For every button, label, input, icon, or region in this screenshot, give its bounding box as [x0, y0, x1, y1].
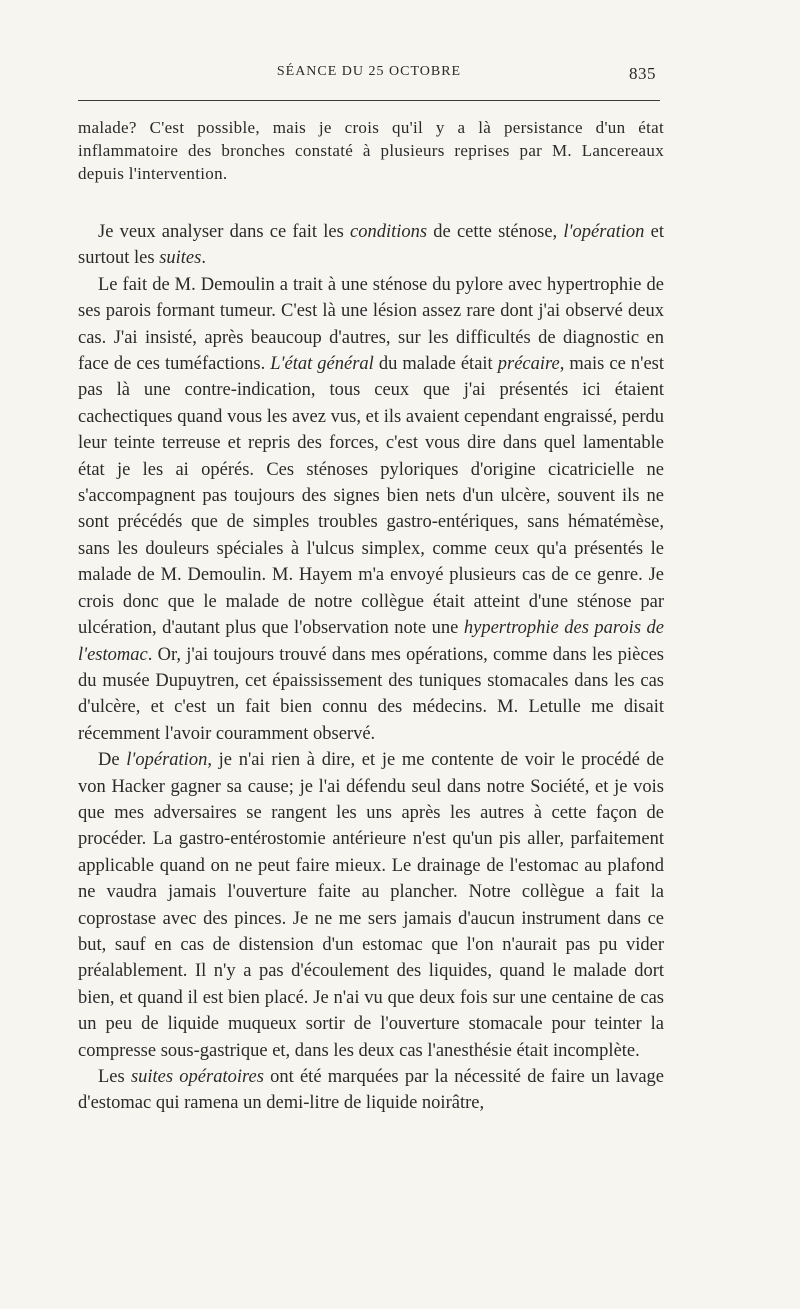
text-body: [78, 116, 664, 1117]
text-run: .: [201, 248, 206, 269]
header-title: SÉANCE DU 25 OCTOBRE: [276, 64, 462, 79]
paragraph-3: [78, 272, 664, 747]
text-run: , je n'ai rien à dire, et je me contente de voir le procédé de von Hacker gagner sa cause; je l'ai défendu seul dans notre Société, et je vois que mes adversaires se rangent les uns après les autres à cette façon de procéder. La gastro-entérostomie antérieure n'est qu'un pis aller, parfaitement applicable quand on ne peut faire mieux. Le drainage de l'estomac au plafond ne vaudra jamais l'ouverture faite au plancher. Notre collègue a fait la coprostase avec des pinces. Je ne me sers jamais d'aucun instrument dans ce but, sauf en cas de distension d'un estomac que l'on n'aurait pas pu vider préalablement. Il n'y a pas d'écoulement des liquides, quand le malade dort bien, et quand il est bien placé. Je n'ai vu que deux fois sur une centaine de cas un peu de liquide muqueux sortir de l'ouverture stomacale pour teinter la compresse sous-gastrique et, dans les deux cas l'anesthésie était incomplète.: [78, 750, 664, 1061]
paragraph-4: [78, 747, 664, 1064]
text-run: , mais ce n'est pas là une contre-indication, tous ceux que j'ai présentés ici étaient cachectiques quand vous les avez vus, et ils avaient cependant engraissé, perdu leur teinte terreuse et repris des forces, c'est vous dire dans quel lamentable état je les ai opérés. Ces sténoses pyloriques d'origine cicatricielle ne s'accompagnent pas toujours des signes bien nets d'un ulcère, souvent ils ne sont précédés que de simples troubles gastro-entériques, sans hématémèse, sans les douleurs spéciales à l'ulcus simplex, comme ceux qu'a présentés le malade de M. Demoulin. M. Hayem m'a envoyé plusieurs cas de ce genre. Je crois donc que le malade de notre collègue était atteint d'une sténose par ulcération, d'autant plus que l'observation note une: [78, 354, 665, 639]
text-run: et surtout les: [78, 222, 664, 269]
page-number: 835: [629, 64, 656, 83]
text-run: de cette sténose,: [427, 222, 564, 242]
text-run: du malade était: [373, 354, 498, 375]
text-run: Je veux analyser dans ce fait les: [98, 222, 350, 242]
paragraph-1: malade? C'est possible, mais je crois qu'il y a là persistance d'un état inflammatoire des bronches constaté à plusieurs reprises par M. Lancereaux depuis l'intervention.: [78, 118, 664, 183]
running-header: [78, 64, 660, 88]
italic-run: conditions: [350, 222, 428, 242]
text-run: Le fait de M. Demoulin a trait à une sténose du pylore avec hypertrophie de ses parois formant tumeur. C'est là une lésion assez rare dont j'ai observé deux cas. J'ai insisté, après beaucoup d'autres, sur les difficultés de diagnostic en face de ces tuméfactions.: [78, 274, 664, 375]
text-run: ont été marquées par la nécessité de faire un lavage d'estomac qui ramena un demi-litre de liquide noirâtre,: [78, 1067, 664, 1114]
italic-run: suites opératoires: [130, 1067, 264, 1087]
italic-run: l'opération: [126, 750, 208, 771]
italic-run: l'opération: [563, 222, 645, 242]
text-run: . Or, j'ai toujours trouvé dans mes opérations, comme dans les pièces du musée Dupuytren, cet épaississement des tuniques stomacales dans les cas d'ulcère, et c'est un fait bien connu des médecins. M. Letulle me disait récemment l'avoir couramment observé.: [78, 644, 664, 744]
italic-run: L'état général: [270, 354, 374, 375]
paragraph-2: [78, 219, 664, 272]
header-rule: [78, 100, 660, 101]
text-run: Les: [98, 1067, 131, 1087]
italic-run: suites: [159, 248, 202, 269]
paragraph-5: [78, 1064, 664, 1117]
italic-run: précaire: [497, 354, 560, 375]
italic-run: hypertrophie des parois de l'estomac: [78, 618, 664, 665]
text-run: De: [98, 750, 127, 771]
